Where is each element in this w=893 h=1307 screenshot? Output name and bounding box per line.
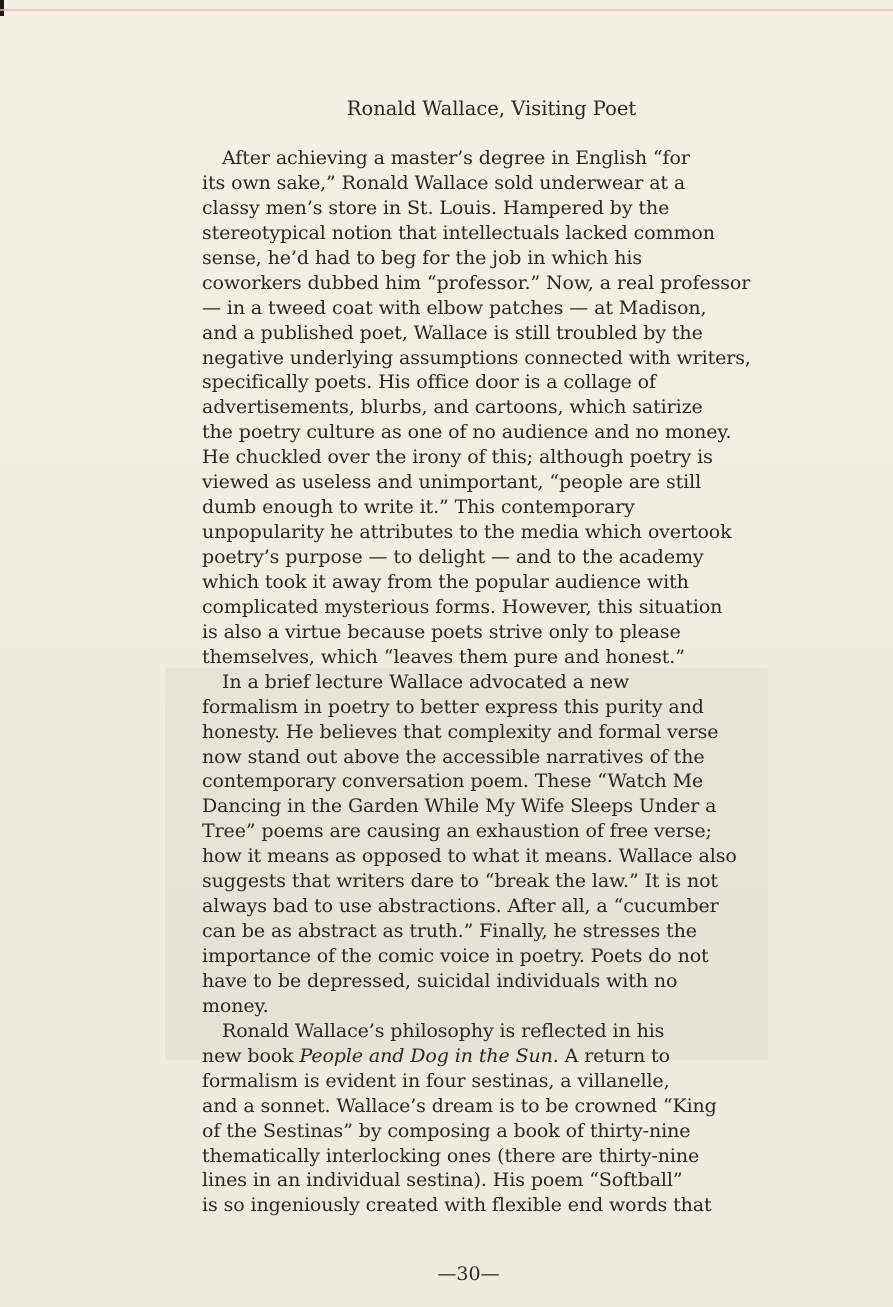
text-line: negative underlying assumptions connected with writers, <box>202 346 751 369</box>
page-top-edge <box>0 9 893 11</box>
text-line: the poetry culture as one of no audience and no money. <box>202 421 732 444</box>
text-line: honesty. He believes that complexity and formal verse <box>202 720 719 743</box>
text-line: Dancing in the Garden While My Wife Sleeps Under a <box>202 795 717 818</box>
text-line: lines in an individual sestina). His poem “Softball” <box>202 1169 683 1192</box>
text-line: can be as abstract as truth.” Finally, he stresses the <box>202 920 697 943</box>
book-line-before: new book <box>202 1044 300 1067</box>
text-line: and a sonnet. Wallace’s dream is to be crowned “King <box>202 1094 717 1117</box>
text-line: thematically interlocking ones (there are thirty-nine <box>202 1144 700 1167</box>
page-number: —30— <box>437 1263 500 1285</box>
book-line-after: A return to <box>558 1044 670 1067</box>
text-line: — in a tweed coat with elbow patches — at Madison, <box>202 296 707 319</box>
text-line: complicated mysterious forms. However, this situation <box>202 595 723 618</box>
binding-mark <box>0 0 4 16</box>
text-line: unpopularity he attributes to the media which overtook <box>202 521 732 544</box>
text-line: He chuckled over the irony of this; although poetry is <box>202 446 713 469</box>
text-line: specifically poets. His office door is a collage of <box>202 371 656 394</box>
text-line: sense, he’d had to beg for the job in which his <box>202 246 643 269</box>
text-line: stereotypical notion that intellectuals lacked common <box>202 221 715 244</box>
text-line: formalism in poetry to better express this purity and <box>202 695 704 718</box>
text-line: always bad to use abstractions. After all, a “cucumber <box>202 895 719 918</box>
text-line: which took it away from the popular audience with <box>202 570 689 593</box>
text-line: money. <box>202 994 269 1017</box>
text-line: importance of the comic voice in poetry. Poets do not <box>202 945 709 967</box>
text-line: is also a virtue because poets strive only to please <box>202 620 681 643</box>
text-line: After achieving a master’s degree in English “for <box>222 147 690 169</box>
text-line: of the Sestinas” by composing a book of thirty-nine <box>202 1119 691 1142</box>
text-line: poetry’s purpose — to delight — and to the academy <box>202 546 704 568</box>
text-line: In a brief lecture Wallace advocated a new <box>222 670 630 693</box>
text-line: Tree” poems are causing an exhaustion of free verse; <box>202 820 712 843</box>
text-line: viewed as useless and unimportant, “people are still <box>202 471 702 494</box>
text-line: is so ingeniously created with flexible end words that <box>202 1194 712 1217</box>
text-line: themselves, which “leaves them pure and honest.” <box>202 645 685 668</box>
text-line: formalism is evident in four sestinas, a villanelle, <box>202 1069 670 1092</box>
text-line: classy men’s store in St. Louis. Hampered by the <box>202 196 670 219</box>
text-line-book <box>202 1044 802 1069</box>
text-line: contemporary conversation poem. These “Watch Me <box>202 770 704 793</box>
text-line: how it means as opposed to what it means. Wallace also <box>202 845 737 868</box>
text-line: and a published poet, Wallace is still troubled by the <box>202 321 703 344</box>
text-line: dumb enough to write it.” This contemporary <box>202 496 635 519</box>
text-line: advertisements, blurbs, and cartoons, which satirize <box>202 396 703 419</box>
text-line: have to be depressed, suicidal individuals with no <box>202 969 678 992</box>
text-line: Ronald Wallace’s philosophy is reflected in his <box>222 1019 665 1042</box>
text-line: suggests that writers dare to “break the law.” It is not <box>202 870 718 893</box>
text-line: its own sake,” Ronald Wallace sold underwear at a <box>202 171 686 194</box>
article-title: Ronald Wallace, Visiting Poet <box>346 97 637 120</box>
text-line: now stand out above the accessible narratives of the <box>202 745 705 768</box>
book-title: People and Dog in the Sun. <box>299 1044 559 1067</box>
article-body <box>202 146 802 1218</box>
text-line: coworkers dubbed him “professor.” Now, a real professor <box>202 271 751 294</box>
